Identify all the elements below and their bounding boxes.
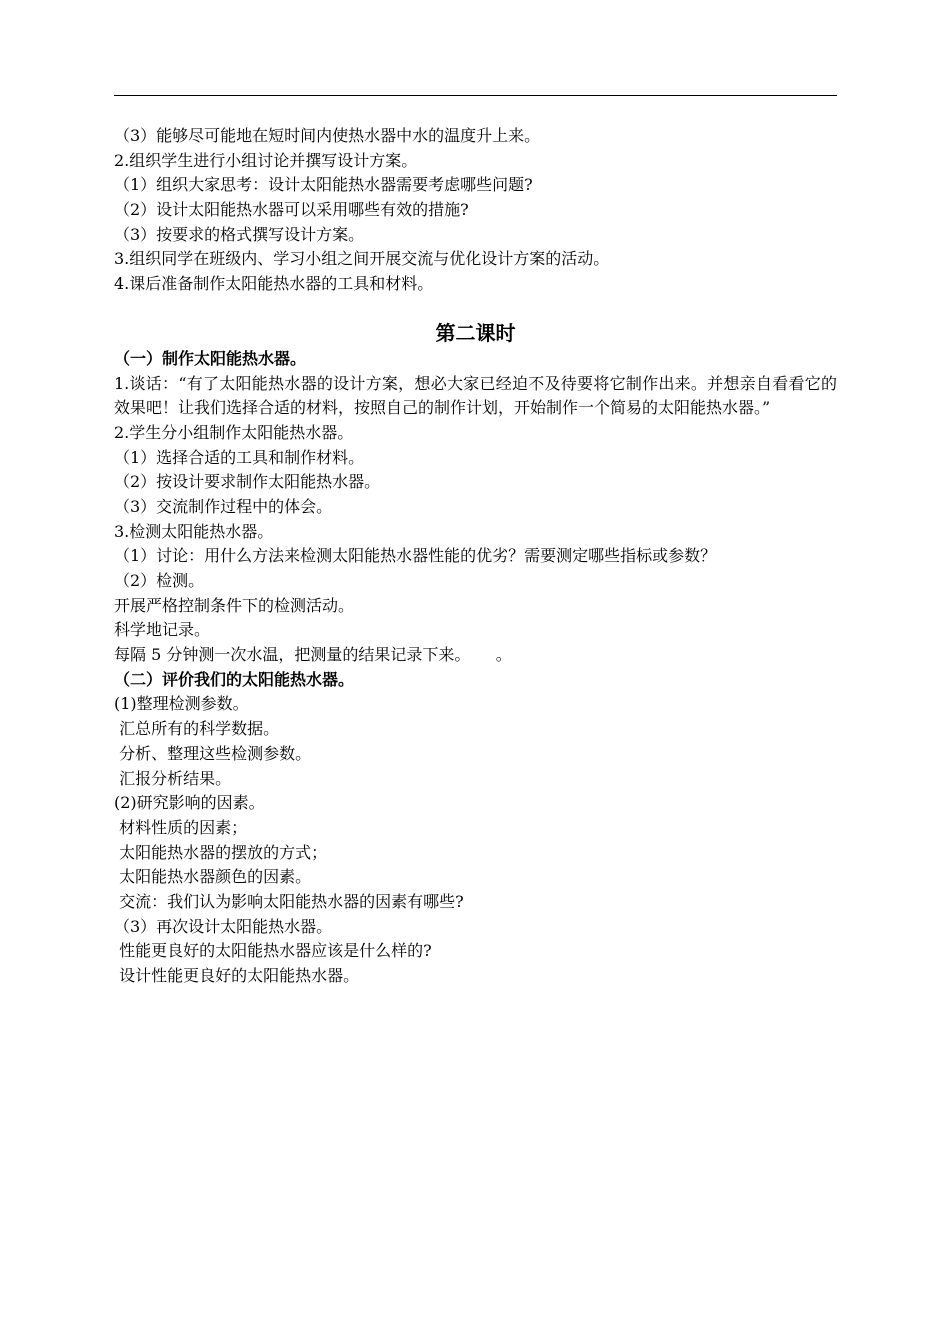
text-line: 材料性质的因素； (114, 817, 248, 837)
text-line: 4.课后准备制作太阳能热水器的工具和材料。 (114, 274, 434, 294)
text-line: （1）选择合适的工具和制作材料。 (114, 447, 365, 467)
text-line: 3.检测太阳能热水器。 (114, 521, 274, 541)
text-line: 科学地记录。 (114, 620, 211, 640)
text-line: 汇报分析结果。 (114, 768, 232, 788)
talk-paragraph: 1.谈话：“有了太阳能热水器的设计方案，想必大家已经迫不及待要将它制作出来。并想亲自看看它的效果吧！让我们选择合适的材料，按照自己的制作计划，开始制作一个简易的太阳能热水器。” (114, 373, 837, 418)
lesson-title: 第二课时 (435, 320, 516, 345)
document-body (114, 124, 837, 989)
text-line: 3.组织同学在班级内、学习小组之间开展交流与优化设计方案的活动。 (114, 249, 610, 269)
text-line: 太阳能热水器的摆放的方式； (114, 842, 328, 862)
text-line: 交流：我们认为影响太阳能热水器的因素有哪些? (114, 891, 464, 911)
text-line: 太阳能热水器颜色的因素。 (114, 867, 312, 887)
section-heading-evaluate: （二）评价我们的太阳能热水器。 (114, 669, 355, 689)
section-heading-make: （一）制作太阳能热水器。 (114, 348, 307, 368)
spacer (114, 297, 837, 319)
text-line: (1)整理检测参数。 (114, 694, 249, 714)
text-line: （3）交流制作过程中的体会。 (114, 496, 333, 516)
text-line: 2.组织学生进行小组讨论并撰写设计方案。 (114, 150, 418, 170)
text-line: （3）能够尽可能地在短时间内使热水器中水的温度升上来。 (114, 126, 541, 145)
header-rule (114, 95, 837, 96)
text-line: （2）检测。 (114, 571, 205, 591)
text-line: (2)研究影响的因素。 (114, 793, 265, 813)
text-line: 汇总所有的科学数据。 (114, 719, 280, 739)
text-line: 每隔 5 分钟测一次水温，把测量的结果记录下来。 。 (114, 645, 512, 665)
text-line: （1）讨论：用什么方法来检测太阳能热水器性能的优劣？需要测定哪些指标或参数？ (114, 546, 717, 566)
text-line: 2.学生分小组制作太阳能热水器。 (114, 422, 354, 442)
text-line: （3）按要求的格式撰写设计方案。 (114, 224, 365, 244)
text-line: 开展严格控制条件下的检测活动。 (114, 595, 355, 615)
text-line: （2）按设计要求制作太阳能热水器。 (114, 472, 381, 492)
text-line: （3）再次设计太阳能热水器。 (114, 916, 333, 936)
text-line: 分析、整理这些检测参数。 (114, 743, 312, 763)
text-line: 设计性能更良好的太阳能热水器。 (114, 966, 360, 986)
text-line: （2）设计太阳能热水器可以采用哪些有效的措施? (114, 200, 469, 220)
text-line: 性能更良好的太阳能热水器应该是什么样的? (114, 941, 432, 961)
text-line: （1）组织大家思考：设计太阳能热水器需要考虑哪些问题? (114, 175, 533, 195)
